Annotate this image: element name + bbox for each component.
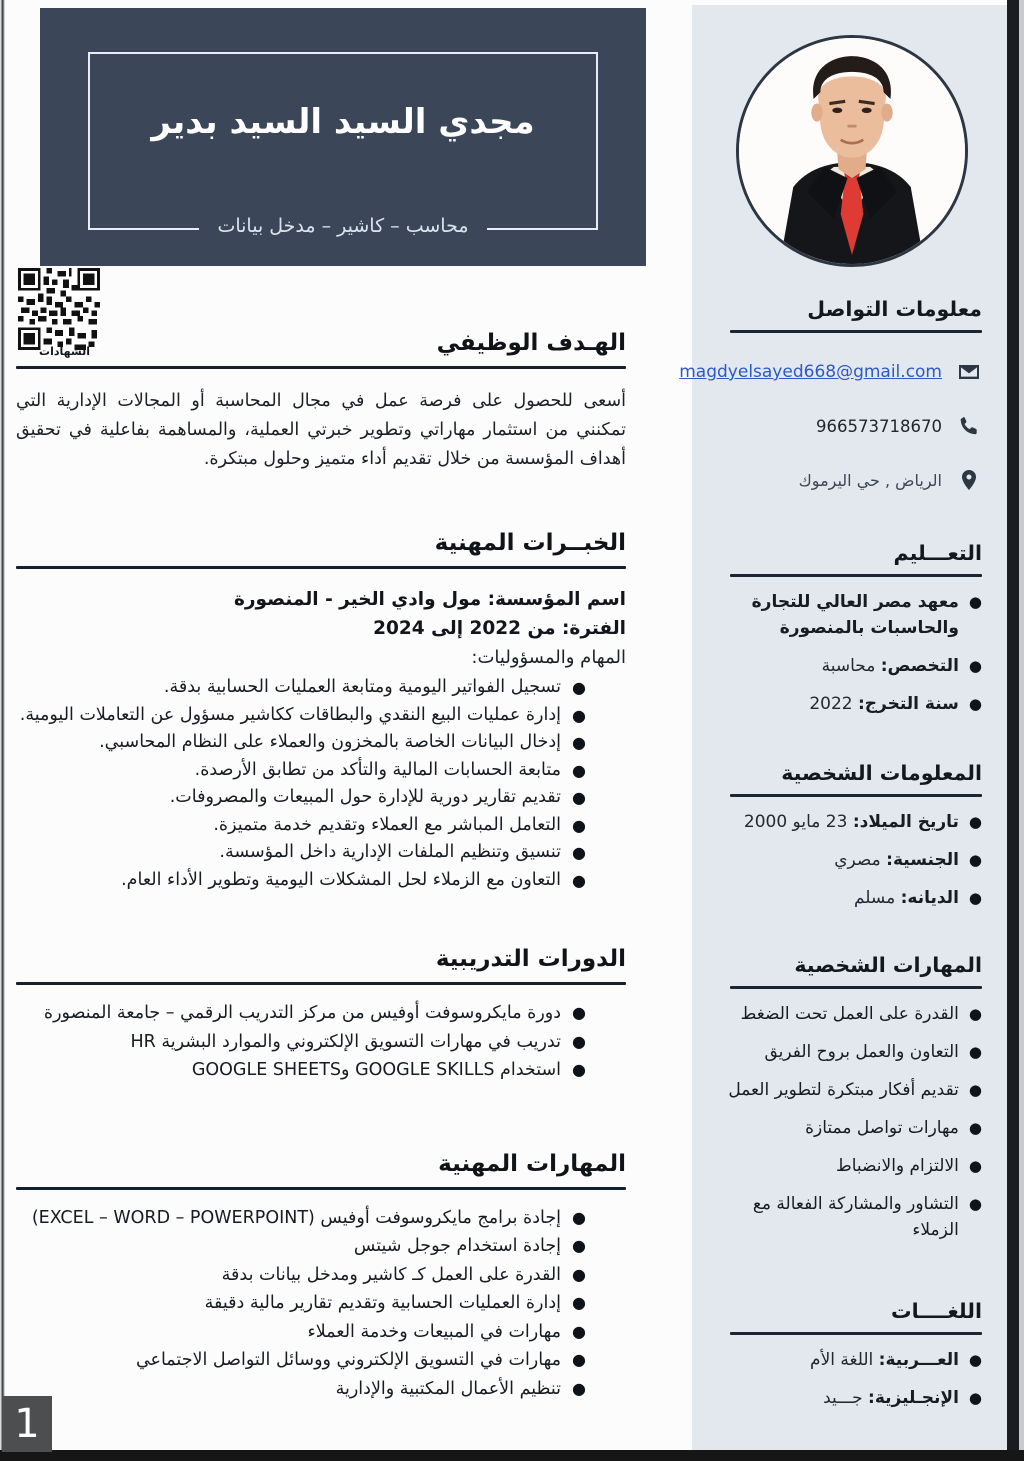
section-divider [730,986,982,989]
bullet-icon: ● [572,870,586,890]
bullet-icon: ● [968,1351,982,1369]
bullet-icon: ● [968,851,982,869]
list-item: ● دورة مايكروسوفت أوفيس من مركز التدريب الرقمي – جامعة المنصورة [16,999,626,1028]
languages-list [722,1347,982,1411]
list-item: ● التعامل المباشر مع العملاء وتقديم خدمة متميزة. [16,812,626,840]
bullet-icon: ● [968,1005,982,1023]
candidate-job-titles: محاسب – كاشير – مدخل بيانات [40,215,646,237]
section-languages [722,1299,982,1411]
personal-skills-list [722,1001,982,1243]
list-item: ● الالتزام والانضباط [722,1153,982,1179]
section-courses [16,946,626,1085]
bullet-icon: ● [572,705,586,725]
bullet-icon: ● [572,1003,586,1022]
list-item: ● مهارات في المبيعات وخدمة العملاء [16,1318,626,1347]
pin-icon [956,467,982,493]
bullet-icon: ● [968,1195,982,1213]
list-item: ● مهارات تواصل ممتازة [722,1115,982,1141]
bullet-icon: ● [968,1389,982,1407]
section-objective [16,266,626,474]
bullet-icon: ● [572,733,586,752]
bullet-icon: ● [968,1119,982,1137]
bullet-icon: ● [572,1207,586,1227]
contact-phone-row [722,411,982,441]
bullet-icon: ● [572,1378,586,1398]
experience-task-list [16,674,626,894]
portrait-illustration [739,38,965,264]
bullet-icon: ● [968,657,982,675]
bullet-icon: ● [572,1350,586,1369]
qr-caption: الشهادات [39,345,90,358]
personal-skills-title: المهارات الشخصية [794,953,982,977]
bullet-icon: ● [572,815,586,835]
phone-number: 966573718670 [816,416,942,436]
bullet-icon: ● [572,760,586,780]
experience-title: الخبــرات المهنية [434,530,626,556]
section-divider [16,566,626,569]
personal-info-list [722,809,982,911]
list-item: ● متابعة الحسابات المالية والتأكد من تطابق الأرصدة. [16,757,626,785]
section-personal-skills [722,953,982,1243]
contact-email-row [679,357,982,387]
bullet-icon: ● [968,1157,982,1175]
section-contact [679,297,982,495]
list-item: ● الجنسية: مصري [722,847,982,873]
section-divider [16,1187,626,1190]
page-edge-right-highlight [1019,0,1024,1461]
list-item: ● تدريب في مهارات التسويق الإلكتروني والموارد البشرية HR [16,1028,626,1057]
bullet-icon: ● [572,678,586,697]
list-item: ● العـــربية: اللغة الأم [722,1347,982,1373]
contact-title: معلومات التواصل [807,297,982,321]
experience-company: اسم المؤسسة: مول وادي الخير - المنصورة [233,589,626,610]
contact-location-row [722,465,982,495]
phone-icon [956,413,982,439]
list-item: ● معهد مصر العالي للتجارة والحاسبات بالمنصورة [722,589,982,641]
list-item: ● القدرة على العمل كـ كاشير ومدخل بيانات بدقة [16,1261,626,1290]
list-item: ● الديانه: مسلم [722,885,982,911]
page-number: 1 [2,1396,52,1452]
section-divider [730,330,982,333]
list-item: ● تنسيق وتنظيم الملفات الإدارية داخل المؤسسة. [16,839,626,867]
bullet-icon: ● [572,1321,586,1341]
list-item: ● مهارات في التسويق الإلكتروني ووسائل التواصل الاجتماعي [16,1346,626,1375]
education-list [722,589,982,717]
objective-text: أسعى للحصول على فرصة عمل في مجال المحاسبة أو المجالات الإدارية التي تمكنني من استثمار مهاراتي وتطوير خبرتي العملية، والمساهمة بفاعلية في تحقيق أهداف المؤسسة من خلال تقديم أداء متميز وحلول مبتكرة. [16,391,626,469]
languages-title: اللغــــات [891,1299,982,1323]
list-item: ● إدارة العمليات الحسابية وتقديم تقارير مالية دقيقة [16,1289,626,1318]
bullet-icon: ● [572,843,586,862]
page-edge-right [1007,0,1019,1461]
professional-skills-title: المهارات المهنية [438,1150,626,1177]
list-item: ● استخدام GOOGLE SKILLS وGOOGLE SHEETS [16,1056,626,1085]
list-item: ● التشاور والمشاركة الفعالة مع الزملاء [722,1191,982,1243]
bullet-icon: ● [572,1236,586,1255]
section-divider [730,794,982,797]
professional-skills-list [16,1204,626,1404]
personal-info-title: المعلومات الشخصية [781,761,982,785]
bullet-icon: ● [968,813,982,831]
section-education [722,541,982,717]
courses-list [16,999,626,1085]
email-link[interactable]: magdyelsayed668@gmail.com [679,362,942,382]
page-edge-bottom [0,1450,1024,1461]
page-edge-left [0,0,5,1461]
education-title: التعـــليم [893,541,982,565]
list-item: ● تنظيم الأعمال المكتبية والإدارية [16,1375,626,1404]
bullet-icon: ● [572,788,586,807]
section-divider [16,366,626,369]
list-item: ● سنة التخرج: 2022 [722,691,982,717]
bullet-icon: ● [968,1081,982,1099]
section-divider [730,574,982,577]
section-personal-info [722,761,982,911]
list-item: ● إجادة برامج مايكروسوفت أوفيس (EXCEL – WORD – POWERPOINT) [16,1204,626,1233]
list-item: ● القدرة على العمل تحت الضغط [722,1001,982,1027]
bullet-icon: ● [968,593,982,611]
envelope-icon [956,359,982,385]
bullet-icon: ● [572,1264,586,1284]
bullet-icon: ● [572,1293,586,1312]
section-professional-skills [16,1151,626,1404]
bullet-icon: ● [968,1043,982,1061]
header-name-box [40,8,646,266]
bullet-icon: ● [572,1060,586,1079]
list-item: ● إدخال البيانات الخاصة بالمخزون والعملاء على النظام المحاسبي. [16,729,626,757]
bullet-icon: ● [968,889,982,907]
list-item: ● تاريخ الميلاد: 23 مايو 2000 [722,809,982,835]
section-experience [16,530,626,894]
list-item: ● تقديم أفكار مبتكرة لتطوير العمل [722,1077,982,1103]
experience-tasks-label: المهام والمسؤوليات: [471,647,626,668]
courses-title: الدورات التدريبية [435,946,626,972]
objective-title: الهـدف الوظيفي [436,330,626,356]
sidebar [679,5,1008,1450]
list-item: ● تقديم تقارير دورية للإدارة حول المبيعات والمصروفات. [16,784,626,812]
section-divider [16,982,626,985]
section-divider [730,1332,982,1335]
certificates-qr-code[interactable] [14,268,100,364]
list-item: ● التخصص: محاسبة [722,653,982,679]
main-column [10,0,660,1403]
list-item: ● الإنجـليزية: جـــيد [722,1385,982,1411]
experience-period: الفترة: من 2022 إلى 2024 [373,618,626,639]
list-item: ● إدارة عمليات البيع النقدي والبطاقات ككاشير مسؤول عن التعاملات اليومية. [16,702,626,730]
bullet-icon: ● [572,1031,586,1051]
qr-code-image [18,268,100,350]
list-item: ● التعاون مع الزملاء لحل المشكلات اليومية وتطوير الأداء العام. [16,867,626,895]
candidate-name: مجدي السيد السيد بدير [151,102,535,142]
list-item: ● التعاون والعمل بروح الفريق [722,1039,982,1065]
list-item: ● إجادة استخدام جوجل شيتس [16,1232,626,1261]
list-item: ● تسجيل الفواتير اليومية ومتابعة العمليات الحسابية بدقة. [16,674,626,702]
profile-photo [736,35,968,267]
location-text: الرياض , حي اليرموك [798,470,942,490]
bullet-icon: ● [968,695,982,713]
